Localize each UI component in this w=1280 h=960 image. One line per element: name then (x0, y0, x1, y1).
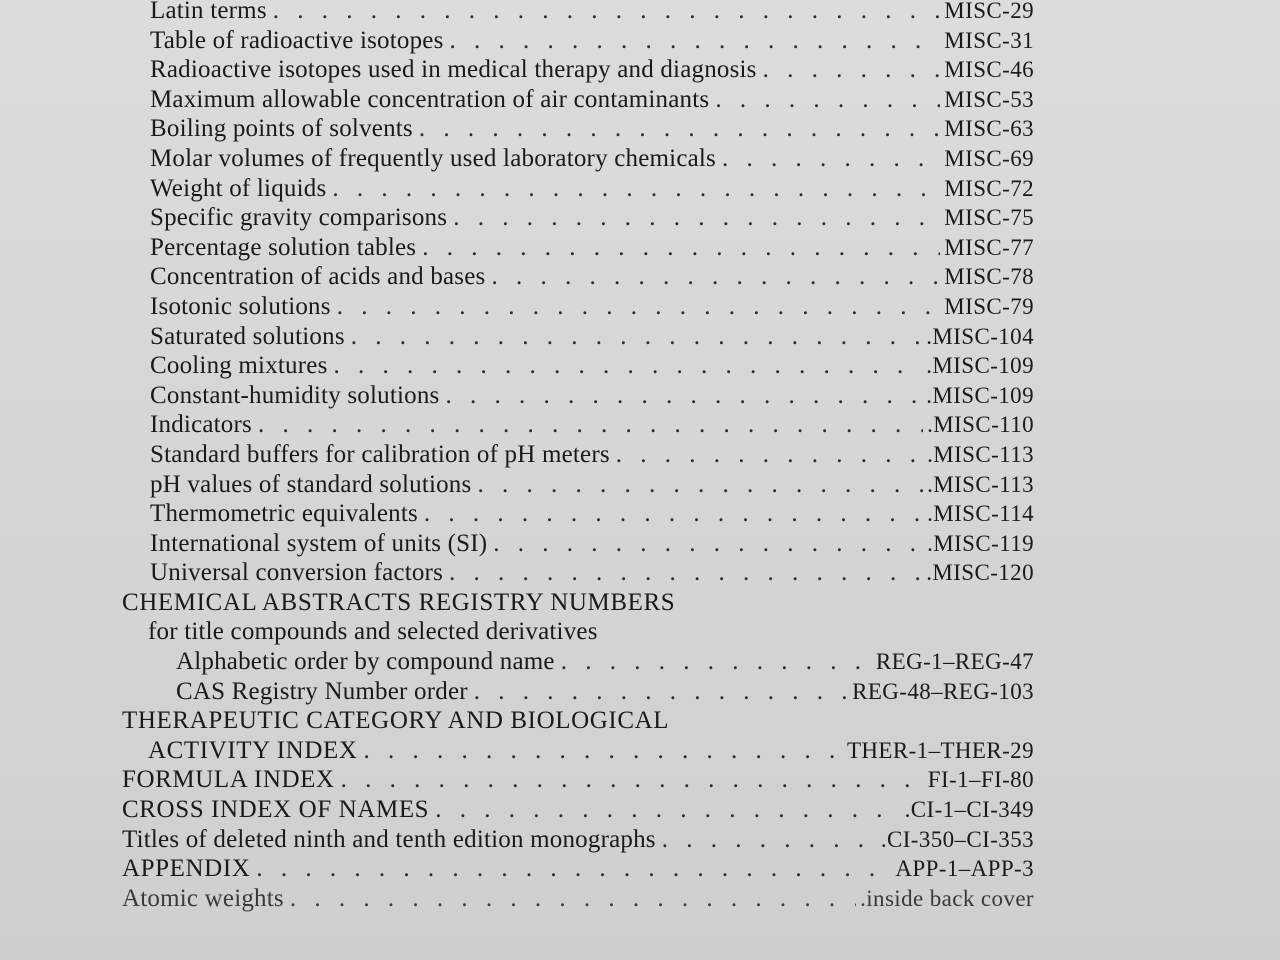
toc-section-subtitle-text: for title compounds and selected derivatives (148, 618, 598, 646)
toc-entry-page: APP-1–APP-3 (895, 856, 1034, 882)
toc-entry-page: MISC-75 (944, 205, 1034, 231)
dot-leader (491, 262, 940, 292)
toc-entry-radioactive-isotopes-table (0, 26, 1280, 56)
toc-entry-page: REG-48–REG-103 (852, 678, 1034, 704)
toc-entry-title: Universal conversion factors (150, 559, 444, 587)
toc-entry-page: .MISC-109 (926, 382, 1034, 408)
toc-section-title: FORMULA INDEX (122, 766, 335, 794)
toc-entry-percentage-solution (0, 233, 1280, 263)
toc-entry-acids-bases (0, 262, 1280, 292)
toc-entry-latin-terms (0, 0, 1280, 26)
toc-section-title: ACTIVITY INDEX (148, 736, 358, 764)
toc-section-appendix (0, 854, 1280, 884)
toc-entry-molar-volumes (0, 144, 1280, 174)
toc-entry-page: .MISC-113 (927, 441, 1034, 467)
toc-entry-page: MISC-72 (944, 175, 1034, 201)
dot-leader (273, 0, 941, 26)
toc-entry-title: Molar volumes of frequently used laboratory chemicals (150, 144, 716, 172)
toc-entry-title: Boiling points of solvents (150, 115, 413, 143)
toc-entry-page: MISC-69 (944, 145, 1034, 171)
toc-section-formula-index (0, 765, 1280, 795)
dot-leader (256, 854, 891, 884)
toc-entry-alphabetic-order (0, 647, 1280, 677)
toc-entry-title: Weight of liquids (150, 174, 327, 202)
dot-leader (474, 677, 848, 707)
dot-leader (493, 529, 923, 559)
toc-section-title: THERAPEUTIC CATEGORY AND BIOLOGICAL (122, 707, 670, 735)
toc-entry-cas-number-order (0, 677, 1280, 707)
toc-entry-page: MISC-78 (944, 264, 1034, 290)
toc-entry-medical-isotopes (0, 55, 1280, 85)
dot-leader (351, 322, 922, 352)
dot-leader (662, 825, 877, 855)
toc-entry-page: FI-1–FI-80 (927, 767, 1034, 793)
toc-entry-air-contaminants (0, 85, 1280, 115)
toc-entry-title: Indicators (150, 411, 252, 439)
toc-entry-page: .MISC-110 (927, 412, 1034, 438)
dot-leader (364, 736, 843, 766)
toc-entry-page: .MISC-119 (927, 530, 1034, 556)
dot-leader (763, 55, 941, 85)
dot-leader (424, 499, 923, 529)
toc-entry-title: Concentration of acids and bases (150, 263, 486, 291)
toc-entry-title: Radioactive isotopes used in medical therapy and diagnosis (150, 56, 757, 84)
dot-leader (290, 884, 856, 914)
toc-entry-page: .MISC-113 (927, 471, 1034, 497)
toc-section-cross-index (0, 795, 1280, 825)
toc-entry-page: THER-1–THER-29 (846, 737, 1034, 763)
dot-leader (422, 233, 940, 263)
toc-entry-page: MISC-77 (944, 234, 1034, 260)
dot-leader (337, 292, 941, 322)
dot-leader (258, 410, 923, 440)
toc-section-title: CROSS INDEX OF NAMES (122, 796, 430, 824)
toc-entry-isotonic (0, 292, 1280, 322)
toc-entry-page: .CI-1–CI-349 (904, 797, 1034, 823)
toc-entry-boiling-points (0, 114, 1280, 144)
toc-entry-weight-of-liquids (0, 174, 1280, 204)
toc-section-cas-registry (0, 588, 1280, 618)
toc-section-title: APPENDIX (122, 855, 251, 883)
toc-entry-title: pH values of standard solutions (150, 470, 472, 498)
toc-entry-cooling-mixtures (0, 351, 1280, 381)
toc-entry-standard-buffers (0, 440, 1280, 470)
dot-leader (445, 381, 922, 411)
dot-leader (435, 795, 900, 825)
dot-leader (450, 26, 941, 56)
toc-entry-page: MISC-46 (944, 57, 1034, 83)
toc-entry-title: Titles of deleted ninth and tenth edition monographs (122, 825, 656, 853)
toc-entry-page: MISC-53 (944, 86, 1034, 112)
toc-entry-page: .MISC-104 (926, 323, 1034, 349)
toc-entry-page: MISC-29 (944, 0, 1034, 23)
toc-entry-title: Latin terms (150, 0, 267, 24)
dot-leader (722, 144, 940, 174)
dot-leader (332, 174, 940, 204)
dot-leader (419, 114, 940, 144)
toc-section-subtitle (0, 617, 1280, 647)
toc-entry-page: MISC-63 (944, 116, 1034, 142)
toc-entry-atomic-weights (0, 884, 1280, 914)
toc-section-title: CHEMICAL ABSTRACTS REGISTRY NUMBERS (122, 588, 676, 616)
dot-leader (453, 203, 940, 233)
toc-entry-title: Standard buffers for calibration of pH meters (150, 440, 610, 468)
toc-entry-thermometric (0, 499, 1280, 529)
toc-entry-title: Table of radioactive isotopes (150, 26, 444, 54)
dot-leader (341, 765, 924, 795)
dot-leader (715, 85, 940, 115)
dot-leader (561, 647, 872, 677)
toc-entry-ph-values (0, 470, 1280, 500)
toc-entry-page: .MISC-114 (927, 501, 1034, 527)
toc-entry-title: Isotonic solutions (150, 292, 331, 320)
toc-entry-title: Maximum allowable concentration of air contaminants (150, 85, 710, 113)
toc-entry-specific-gravity (0, 203, 1280, 233)
toc-entry-constant-humidity (0, 381, 1280, 411)
toc-entry-title: Cooling mixtures (150, 352, 328, 380)
toc-entry-page: MISC-79 (944, 293, 1034, 319)
toc-section-therapeutic (0, 706, 1280, 736)
toc-entry-page: .MISC-120 (926, 560, 1034, 586)
toc-entry-deleted-monographs (0, 825, 1280, 855)
toc-entry-title: International system of units (SI) (150, 529, 488, 557)
toc-entry-conversion-factors (0, 558, 1280, 588)
dot-leader (477, 470, 923, 500)
toc-entry-si-units (0, 529, 1280, 559)
dot-leader (449, 558, 922, 588)
toc-entry-indicators (0, 410, 1280, 440)
toc-entry-title: Specific gravity comparisons (150, 204, 448, 232)
toc-entry-title: Constant-humidity solutions (150, 381, 440, 409)
toc-entry-page: .CI-350–CI-353 (880, 826, 1034, 852)
toc-entry-title: Percentage solution tables (150, 233, 417, 261)
toc-entry-page: REG-1–REG-47 (875, 649, 1034, 675)
toc-section-activity-index (0, 736, 1280, 766)
dot-leader (334, 351, 923, 381)
toc-entry-page: .inside back cover (860, 885, 1034, 911)
toc-entry-title: Atomic weights (122, 884, 284, 912)
toc-entry-saturated (0, 322, 1280, 352)
dot-leader (616, 440, 923, 470)
toc-entry-page: MISC-31 (944, 27, 1034, 53)
toc-entry-title: Thermometric equivalents (150, 500, 418, 528)
toc-entry-title: CAS Registry Number order (176, 677, 468, 705)
toc-entry-page: .MISC-109 (926, 353, 1034, 379)
toc-entry-title: Alphabetic order by compound name (176, 648, 555, 676)
toc-entry-title: Saturated solutions (150, 322, 345, 350)
